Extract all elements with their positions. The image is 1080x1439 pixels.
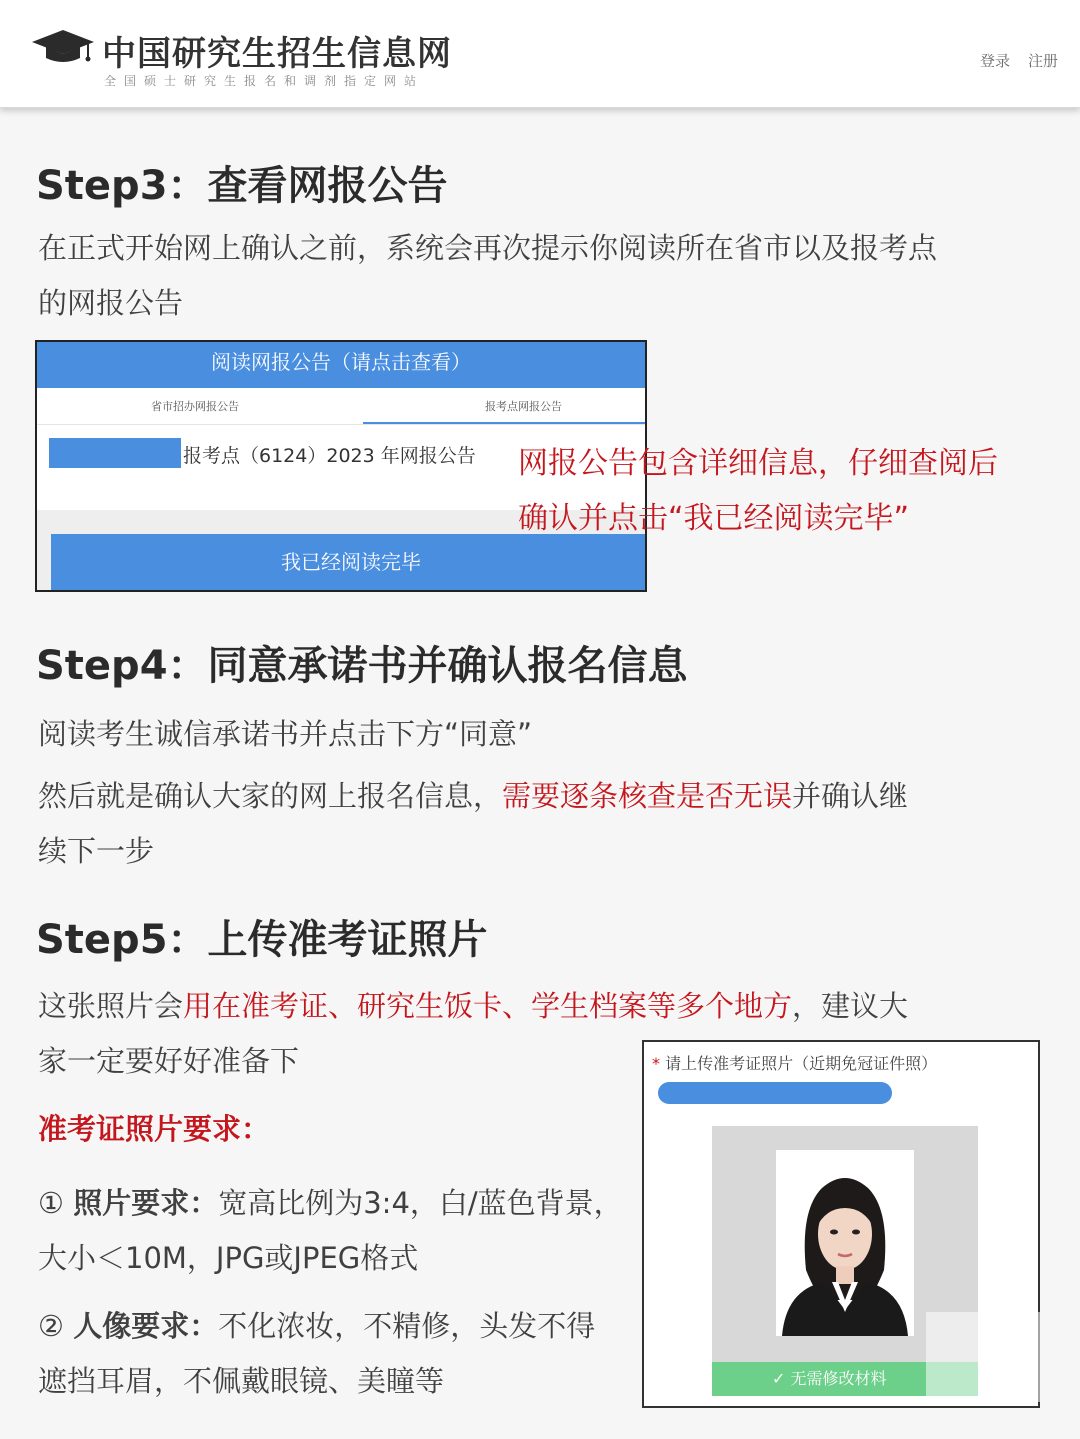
requirement-2-line2: 遮挡耳眉，不佩戴眼镜、美瞳等 — [38, 1364, 445, 1398]
redacted-block — [49, 438, 181, 468]
photo-requirements-title: 准考证照片要求： — [38, 1112, 271, 1146]
graduation-cap-icon — [32, 28, 94, 64]
active-tab-indicator — [363, 422, 647, 424]
register-link[interactable]: 注册 — [1028, 52, 1059, 70]
status-text: 无需修改材料 — [790, 1369, 887, 1388]
upload-label: * 请上传准考证照片（近期免冠证件照） — [652, 1054, 938, 1073]
requirement-1-label: 照片要求： — [73, 1186, 219, 1220]
announcement-header: 阅读网报公告（请点击查看） — [37, 342, 645, 388]
tab-province-notice[interactable]: 省市招办网报公告 — [151, 400, 239, 413]
tab-divider — [37, 424, 645, 425]
requirement-1-number: ① — [38, 1186, 64, 1220]
callout-line2: 确认并点击“我已经阅读完毕” — [518, 501, 910, 536]
tab-site-notice[interactable]: 报考点网报公告 — [485, 400, 562, 413]
step5-line1: 这张照片会用在准考证、研究生饭卡、学生档案等多个地方，建议大 — [38, 989, 909, 1023]
notice-link[interactable]: 报考点（6124）2023 年网报公告 — [183, 445, 476, 467]
login-link[interactable]: 登录 — [980, 52, 1011, 70]
step5-highlight: 用在准考证、研究生饭卡、学生档案等多个地方 — [183, 989, 793, 1023]
requirement-1-line2: 大小＜10M，JPG或JPEG格式 — [38, 1241, 419, 1275]
requirement-2-number: ② — [38, 1309, 64, 1343]
site-subtitle: 全国硕士研究生报名和调剂指定网站 — [104, 74, 425, 88]
upload-button[interactable] — [658, 1082, 892, 1104]
step4-line1: 阅读考生诚信承诺书并点击下方“同意” — [38, 717, 533, 751]
step4-line2: 然后就是确认大家的网上报名信息，需要逐条核查是否无误并确认继 — [38, 779, 909, 813]
watermark-overlay — [926, 1312, 1040, 1402]
id-photo — [776, 1150, 914, 1336]
requirement-2: ② 人像要求：不化浓妆，不精修，头发不得 — [38, 1309, 596, 1343]
step4-highlight: 需要逐条核查是否无误 — [502, 779, 793, 813]
site-title[interactable]: 中国研究生招生信息网 — [102, 34, 452, 74]
callout-line1: 网报公告包含详细信息，仔细查阅后 — [518, 446, 998, 481]
portrait-illustration — [776, 1150, 914, 1336]
step3-title: Step3：查看网报公告 — [36, 163, 448, 209]
site-header — [0, 0, 1080, 108]
step5-line2: 家一定要好好准备下 — [38, 1044, 300, 1078]
requirement-1: ① 照片要求：宽高比例为3:4，白/蓝色背景， — [38, 1186, 623, 1220]
check-circle-icon: ✓ — [772, 1369, 786, 1388]
step3-desc-line2: 的网报公告 — [38, 286, 184, 320]
step4-line3: 续下一步 — [38, 834, 155, 868]
step5-title: Step5：上传准考证照片 — [36, 917, 488, 963]
step3-desc-line1: 在正式开始网上确认之前，系统会再次提示你阅读所在省市以及报考点 — [38, 231, 938, 265]
requirement-2-label: 人像要求： — [73, 1309, 219, 1343]
read-complete-button[interactable]: 我已经阅读完毕 — [51, 534, 647, 592]
step4-title: Step4：同意承诺书并确认报名信息 — [36, 643, 688, 689]
